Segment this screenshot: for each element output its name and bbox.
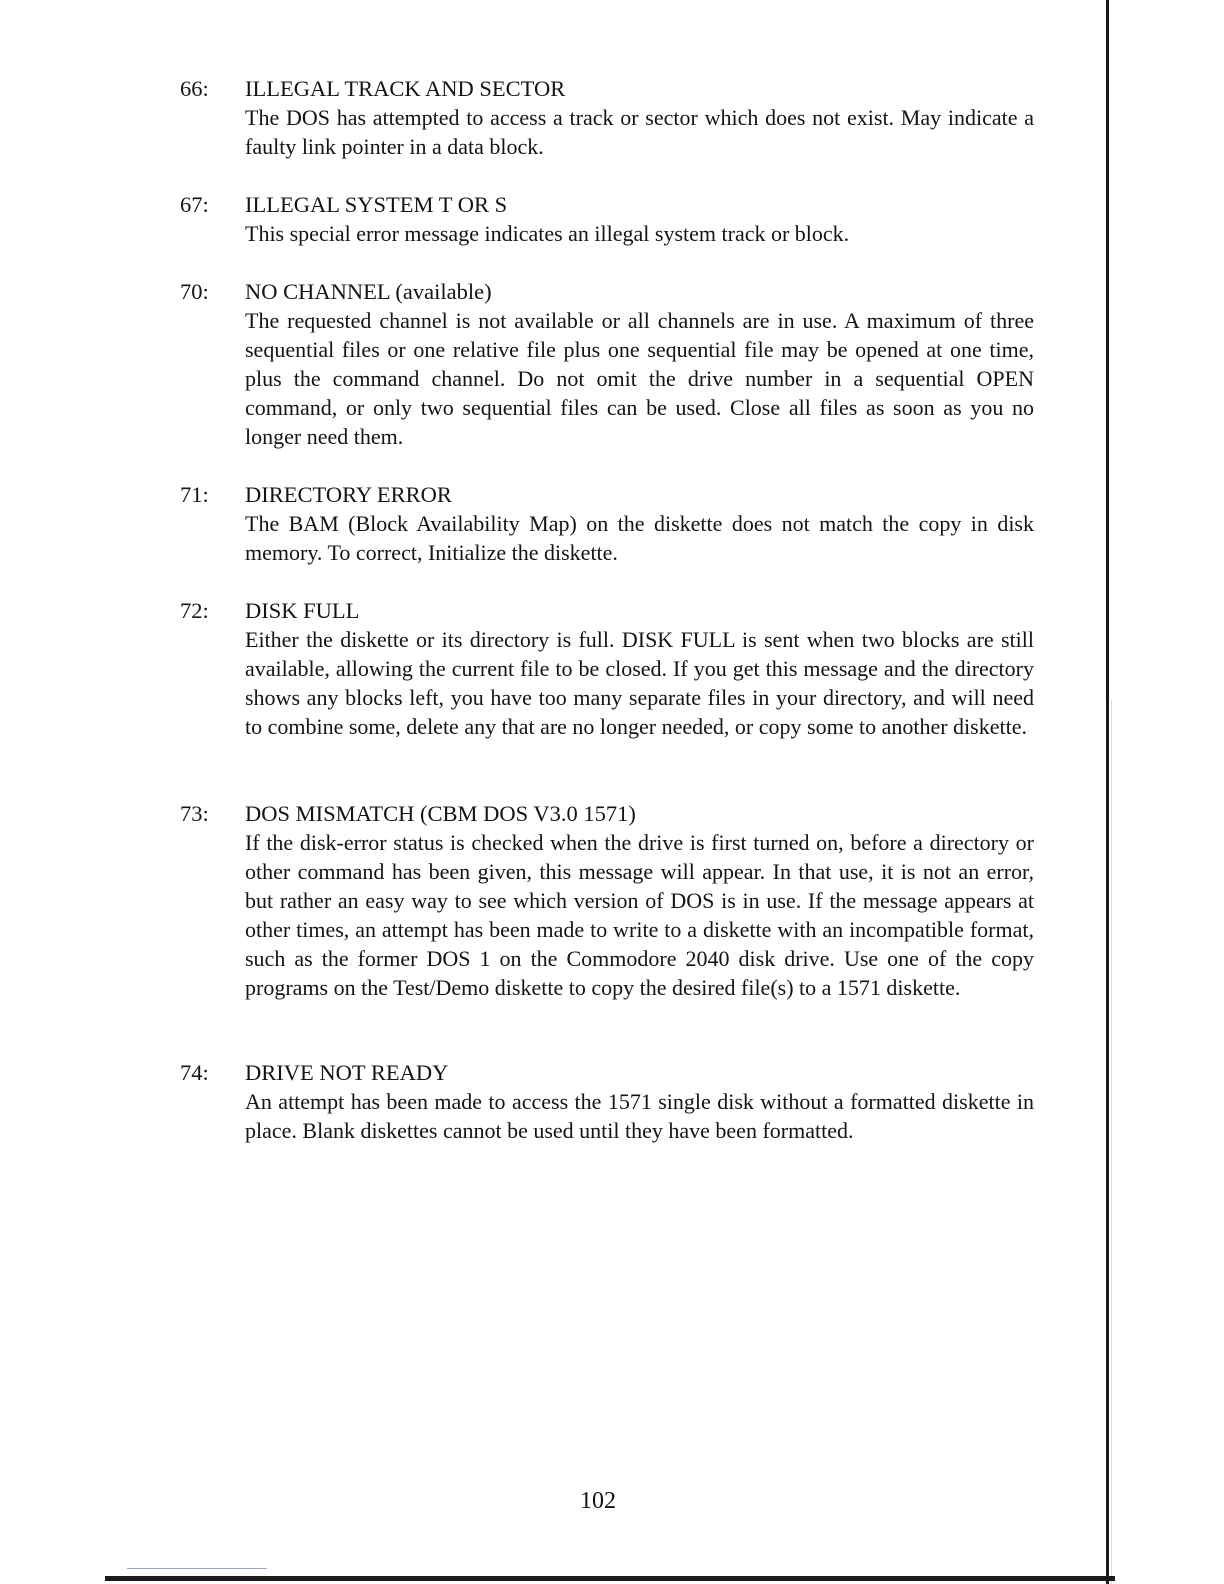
error-title: DRIVE NOT READY <box>245 1060 449 1085</box>
page-bottom-edge-line <box>105 1576 1115 1581</box>
error-title: NO CHANNEL (available) <box>245 279 492 304</box>
page-number: 102 <box>580 1488 616 1514</box>
error-description: Either the diskette or its directory is full. DISK FULL is sent when two blocks are still available, allowing the current file to be closed. If you get this message and the directory shows any blocks left, you have too many separate files in your directory, and will need to combine some, delete any that are no longer needed, or copy some to another diskette. <box>245 627 1034 739</box>
page-right-edge-line <box>1106 0 1109 1584</box>
page-bottom-edge-mark <box>127 1568 267 1569</box>
error-code: 71: <box>180 482 209 507</box>
error-title: ILLEGAL TRACK AND SECTOR <box>245 76 566 101</box>
error-title: DIRECTORY ERROR <box>245 482 452 507</box>
error-code: 74: <box>180 1060 209 1085</box>
error-title: DOS MISMATCH (CBM DOS V3.0 1571) <box>245 801 636 826</box>
error-description: An attempt has been made to access the 1571 single disk without a formatted diskette in place. Blank diskettes cannot be used until they have been formatted. <box>245 1089 1034 1143</box>
error-code: 73: <box>180 801 209 826</box>
error-code: 72: <box>180 598 209 623</box>
error-description: This special error message indicates an illegal system track or block. <box>245 221 850 246</box>
error-description: The DOS has attempted to access a track or sector which does not exist. May indicate a faulty link pointer in a data block. <box>245 105 1034 159</box>
error-title: ILLEGAL SYSTEM T OR S <box>245 192 508 217</box>
error-description: The requested channel is not available or all channels are in use. A maximum of three sequential files or one relative file plus one sequential file may be opened at one time, plus the command channel. Do not omit the drive number in a sequential OPEN command, or only two sequential files can be used. Close all files as soon as you no longer need them. <box>245 308 1034 449</box>
error-code: 66: <box>180 76 209 101</box>
error-description: The BAM (Block Availability Map) on the diskette does not match the copy in disk memory. To correct, Initialize the diskette. <box>245 511 1034 565</box>
error-code: 67: <box>180 192 209 217</box>
page-right-edge-shadow <box>1111 700 1112 1584</box>
error-title: DISK FULL <box>245 598 360 623</box>
error-code: 70: <box>180 279 209 304</box>
error-description: If the disk-error status is checked when the drive is first turned on, before a directory or other command has been given, this message will appear. In that use, it is not an error, but rather an easy way to see which version of DOS is in use. If the message appears at other times, an attempt has been made to write to a diskette with an incompatible format, such as the former DOS 1 on the Commodore 2040 disk drive. Use one of the copy programs on the Test/Demo diskette to copy the desired file(s) to a 1571 diskette. <box>245 830 1034 1000</box>
